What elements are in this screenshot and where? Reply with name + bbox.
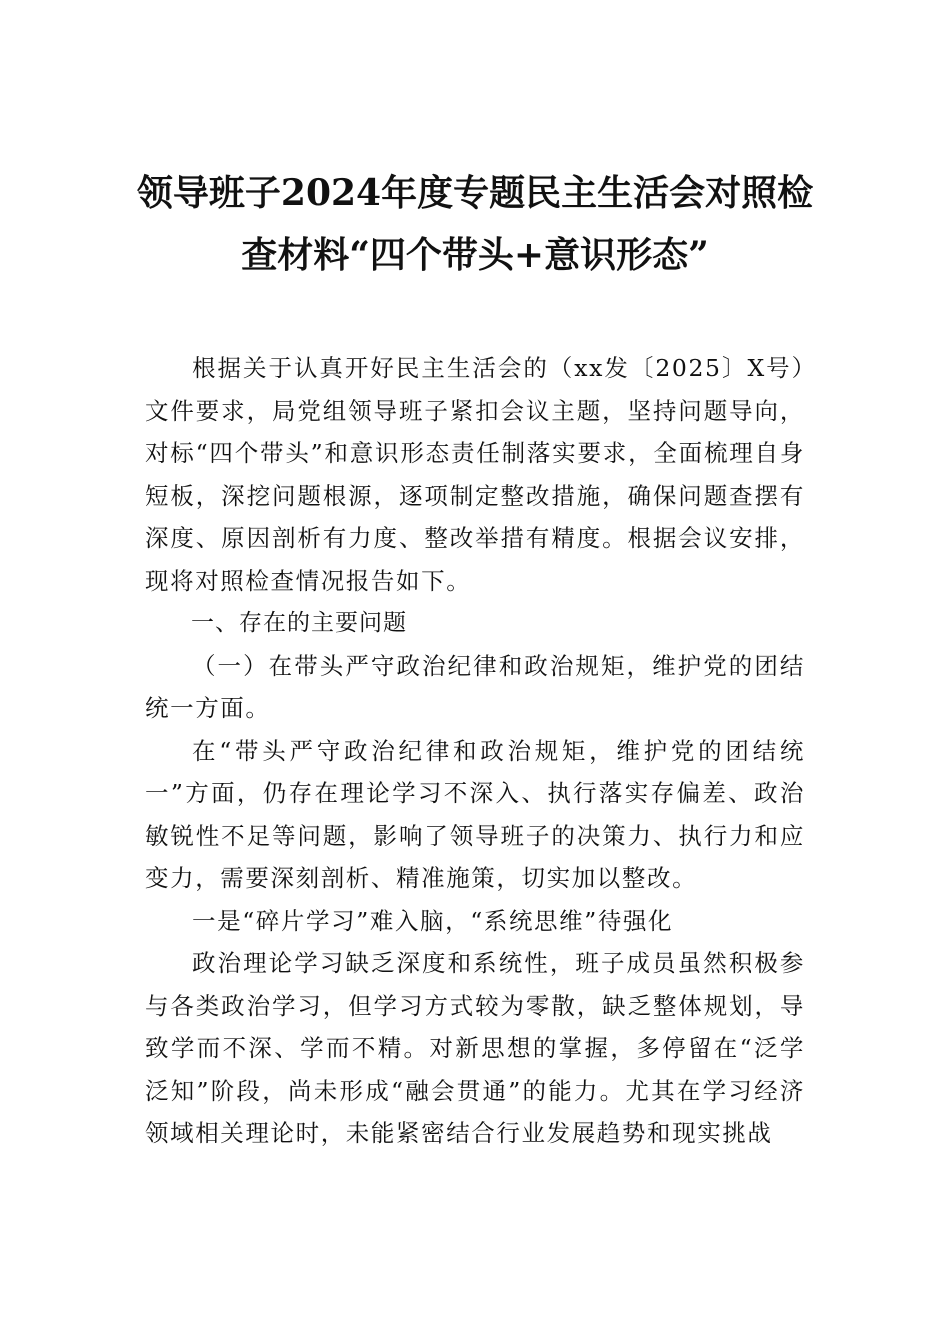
section-heading-problems: 一、存在的主要问题 (191, 610, 407, 636)
intro-paragraph: 根据关于认真开好民主生活会的（xx发〔2025〕X号）文件要求，局党组领导班子紧扣会议主题，坚持问题导向，对标“四个带头”和意识形态责任制落实要求，全面梳理自身短板，深挖问题根源，逐项制定整改措施，确保问题查摆有深度、原因剖析有力度、整改举措有精度。根据会议安排，现将对照检查情况报告如下。 (145, 354, 805, 595)
document-title: 领导班子2024年度专题民主生活会对照检查材料“四个带头+意识形态” (136, 172, 814, 276)
point-body-fragmented-learning: 政治理论学习缺乏深度和系统性，班子成员虽然积极参与各类政治学习，但学习方式较为零散，缺乏整体规划，导致学而不深、学而不精。对新思想的掌握，多停留在“泛学泛知”阶段，尚未形成“融会贯通”的能力。尤其在学习经济领域相关理论时，未能紧密结合行业发展趋势和现实挑战 (145, 949, 805, 1147)
document-body (145, 347, 805, 1155)
subsection-heading-political-discipline: （一）在带头严守政治纪律和政治规矩，维护党的团结统一方面。 (145, 651, 805, 722)
point-heading-fragmented-learning: 一是“碎片学习”难入脑，“系统思维”待强化 (192, 906, 674, 935)
subsection-body-political-discipline: 在“带头严守政治纪律和政治规矩，维护党的团结统一”方面，仍存在理论学习不深入、执行落实存偏差、政治敏锐性不足等问题，影响了领导班子的决策力、执行力和应变力，需要深刻剖析、精准施策，切实加以整改。 (145, 736, 805, 892)
